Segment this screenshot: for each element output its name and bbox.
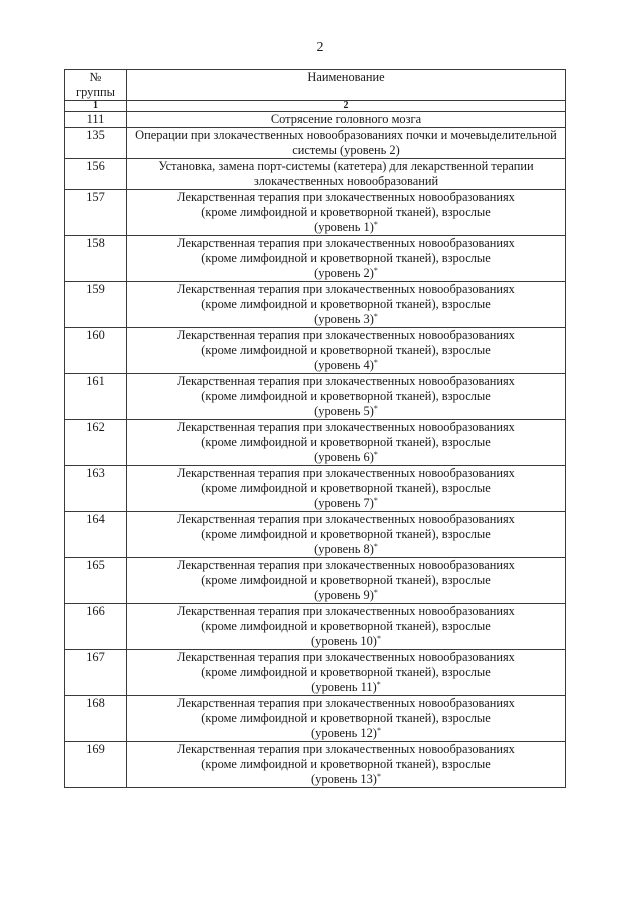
group-name-text: Лекарственная терапия при злокачественных новообразованиях: [177, 328, 515, 342]
group-name-text: (уровень 13): [311, 772, 377, 786]
group-name-cell: [127, 112, 566, 128]
table-row: [65, 282, 566, 328]
table-row: [65, 512, 566, 558]
group-name-text: Лекарственная терапия при злокачественных новообразованиях: [177, 374, 515, 388]
group-name-line: [127, 420, 565, 435]
group-name-line: [127, 496, 565, 511]
group-name-line: [127, 236, 565, 251]
table-row: [65, 420, 566, 466]
group-name-line: [127, 466, 565, 481]
group-name-cell: [127, 420, 566, 466]
group-name-line: [127, 726, 565, 741]
group-name-cell: [127, 466, 566, 512]
group-name-line: [127, 251, 565, 266]
group-name-text: (уровень 1): [314, 220, 374, 234]
group-name-line: [127, 343, 565, 358]
column-index-1: 1: [65, 101, 127, 112]
group-name-cell: [127, 328, 566, 374]
group-name-line: [127, 312, 565, 327]
group-name-line: [127, 512, 565, 527]
group-name-cell: [127, 374, 566, 420]
header-num-line1: №: [89, 70, 102, 84]
group-number-cell: 111: [65, 112, 127, 128]
group-name-cell: [127, 742, 566, 788]
group-name-line: [127, 711, 565, 726]
column-index-2: 2: [127, 101, 566, 112]
group-name-text: (уровень 7): [314, 496, 374, 510]
group-name-text: (кроме лимфоидной и кроветворной тканей), взрослые: [201, 389, 491, 403]
group-name-cell: [127, 650, 566, 696]
group-number-cell: 156: [65, 159, 127, 190]
group-number-cell: 167: [65, 650, 127, 696]
group-name-line: [127, 128, 565, 143]
group-name-line: [127, 266, 565, 281]
group-name-text: (уровень 5): [314, 404, 374, 418]
group-number-cell: 168: [65, 696, 127, 742]
group-name-cell: [127, 128, 566, 159]
table-row: [65, 374, 566, 420]
table-row: [65, 159, 566, 190]
header-row: [65, 70, 566, 101]
table-row: [65, 604, 566, 650]
column-header-group-number: [65, 70, 127, 101]
group-name-text: Операции при злокачественных новообразованиях почки и мочевыделительной: [135, 128, 557, 142]
footnote-mark: *: [373, 588, 378, 597]
footnote-mark: *: [373, 542, 378, 551]
group-name-text: Лекарственная терапия при злокачественных новообразованиях: [177, 466, 515, 480]
group-number-cell: 169: [65, 742, 127, 788]
column-index-row: [65, 101, 566, 112]
table-body: [65, 112, 566, 788]
table-row: [65, 696, 566, 742]
group-number-cell: 166: [65, 604, 127, 650]
group-name-text: (кроме лимфоидной и кроветворной тканей), взрослые: [201, 711, 491, 725]
group-name-cell: [127, 604, 566, 650]
group-name-cell: [127, 558, 566, 604]
group-number-cell: 164: [65, 512, 127, 558]
table-row: [65, 466, 566, 512]
footnote-mark: *: [373, 404, 378, 413]
footnote-mark: *: [376, 634, 381, 643]
group-name-line: [127, 328, 565, 343]
footnote-mark: *: [373, 450, 378, 459]
group-name-line: [127, 588, 565, 603]
group-name-text: (кроме лимфоидной и кроветворной тканей), взрослые: [201, 619, 491, 633]
footnote-mark: *: [373, 266, 378, 275]
group-name-text: Лекарственная терапия при злокачественных новообразованиях: [177, 190, 515, 204]
group-name-cell: [127, 696, 566, 742]
group-number-cell: 162: [65, 420, 127, 466]
group-name-text: Лекарственная терапия при злокачественных новообразованиях: [177, 236, 515, 250]
group-name-text: (кроме лимфоидной и кроветворной тканей), взрослые: [201, 343, 491, 357]
group-name-line: [127, 542, 565, 557]
group-name-text: злокачественных новообразований: [253, 174, 439, 188]
group-name-text: Сотрясение головного мозга: [270, 112, 422, 126]
group-name-line: [127, 190, 565, 205]
group-name-line: [127, 358, 565, 373]
group-name-text: (кроме лимфоидной и кроветворной тканей), взрослые: [201, 481, 491, 495]
table-row: [65, 650, 566, 696]
group-name-text: (уровень 6): [314, 450, 374, 464]
group-name-text: Установка, замена порт-системы (катетера) для лекарственной терапии: [158, 159, 534, 173]
group-name-cell: [127, 236, 566, 282]
group-name-text: (уровень 8): [314, 542, 374, 556]
group-name-text: Лекарственная терапия при злокачественных новообразованиях: [177, 558, 515, 572]
group-name-line: [127, 742, 565, 757]
table-row: [65, 742, 566, 788]
group-name-line: [127, 282, 565, 297]
group-name-text: (уровень 10): [311, 634, 377, 648]
group-name-line: [127, 174, 565, 189]
group-name-line: [127, 205, 565, 220]
table-row: [65, 128, 566, 159]
page-number: 2: [316, 40, 324, 55]
group-name-line: [127, 297, 565, 312]
group-name-text: (кроме лимфоидной и кроветворной тканей), взрослые: [201, 665, 491, 679]
group-name-text: (кроме лимфоидной и кроветворной тканей), взрослые: [201, 435, 491, 449]
group-name-text: Лекарственная терапия при злокачественных новообразованиях: [177, 742, 515, 756]
group-name-line: [127, 374, 565, 389]
group-name-line: [127, 680, 565, 695]
group-name-text: (уровень 11): [311, 680, 377, 694]
group-name-text: (уровень 9): [314, 588, 374, 602]
group-name-line: [127, 159, 565, 174]
group-number-cell: 157: [65, 190, 127, 236]
group-name-text: Лекарственная терапия при злокачественных новообразованиях: [177, 420, 515, 434]
table-row: [65, 328, 566, 374]
group-name-text: (кроме лимфоидной и кроветворной тканей), взрослые: [201, 251, 491, 265]
group-name-text: (кроме лимфоидной и кроветворной тканей), взрослые: [201, 205, 491, 219]
group-name-line: [127, 435, 565, 450]
group-name-line: [127, 220, 565, 235]
group-name-cell: [127, 512, 566, 558]
group-name-line: [127, 757, 565, 772]
group-name-text: Лекарственная терапия при злокачественных новообразованиях: [177, 650, 515, 664]
footnote-mark: *: [373, 496, 378, 505]
table-row: [65, 558, 566, 604]
group-number-cell: 135: [65, 128, 127, 159]
group-name-text: (кроме лимфоидной и кроветворной тканей), взрослые: [201, 573, 491, 587]
table-row: [65, 236, 566, 282]
group-name-line: [127, 665, 565, 680]
group-name-text: Лекарственная терапия при злокачественных новообразованиях: [177, 282, 515, 296]
group-number-cell: 159: [65, 282, 127, 328]
group-name-text: (уровень 4): [314, 358, 374, 372]
group-name-text: (кроме лимфоидной и кроветворной тканей), взрослые: [201, 297, 491, 311]
group-number-cell: 165: [65, 558, 127, 604]
group-name-cell: [127, 159, 566, 190]
group-name-line: [127, 772, 565, 787]
group-name-cell: [127, 282, 566, 328]
group-name-line: [127, 450, 565, 465]
group-name-text: Лекарственная терапия при злокачественных новообразованиях: [177, 696, 515, 710]
group-name-line: [127, 604, 565, 619]
group-number-cell: 160: [65, 328, 127, 374]
group-name-text: Лекарственная терапия при злокачественных новообразованиях: [177, 512, 515, 526]
group-name-line: [127, 404, 565, 419]
footnote-mark: *: [376, 772, 381, 781]
group-name-line: [127, 573, 565, 588]
footnote-mark: *: [376, 726, 381, 735]
group-name-line: [127, 143, 565, 158]
group-name-text: (кроме лимфоидной и кроветворной тканей), взрослые: [201, 757, 491, 771]
group-name-line: [127, 112, 565, 127]
group-name-cell: [127, 190, 566, 236]
footnote-mark: *: [373, 358, 378, 367]
group-name-line: [127, 696, 565, 711]
group-name-line: [127, 389, 565, 404]
groups-table: [64, 69, 566, 788]
group-name-line: [127, 481, 565, 496]
group-name-text: Лекарственная терапия при злокачественных новообразованиях: [177, 604, 515, 618]
group-name-line: [127, 619, 565, 634]
group-name-text: (уровень 3): [314, 312, 374, 326]
header-num-line2: группы: [76, 85, 115, 99]
footnote-mark: *: [373, 312, 378, 321]
table-row: [65, 190, 566, 236]
footnote-mark: *: [373, 220, 378, 229]
group-number-cell: 161: [65, 374, 127, 420]
column-header-name: Наименование: [127, 70, 566, 101]
group-number-cell: 158: [65, 236, 127, 282]
group-name-line: [127, 650, 565, 665]
group-name-text: (кроме лимфоидной и кроветворной тканей), взрослые: [201, 527, 491, 541]
footnote-mark: *: [376, 680, 381, 689]
group-name-line: [127, 634, 565, 649]
table-row: [65, 112, 566, 128]
group-name-text: (уровень 2): [314, 266, 374, 280]
group-name-line: [127, 558, 565, 573]
group-name-text: системы (уровень 2): [292, 143, 400, 157]
group-number-cell: 163: [65, 466, 127, 512]
group-name-line: [127, 527, 565, 542]
group-name-text: (уровень 12): [311, 726, 377, 740]
